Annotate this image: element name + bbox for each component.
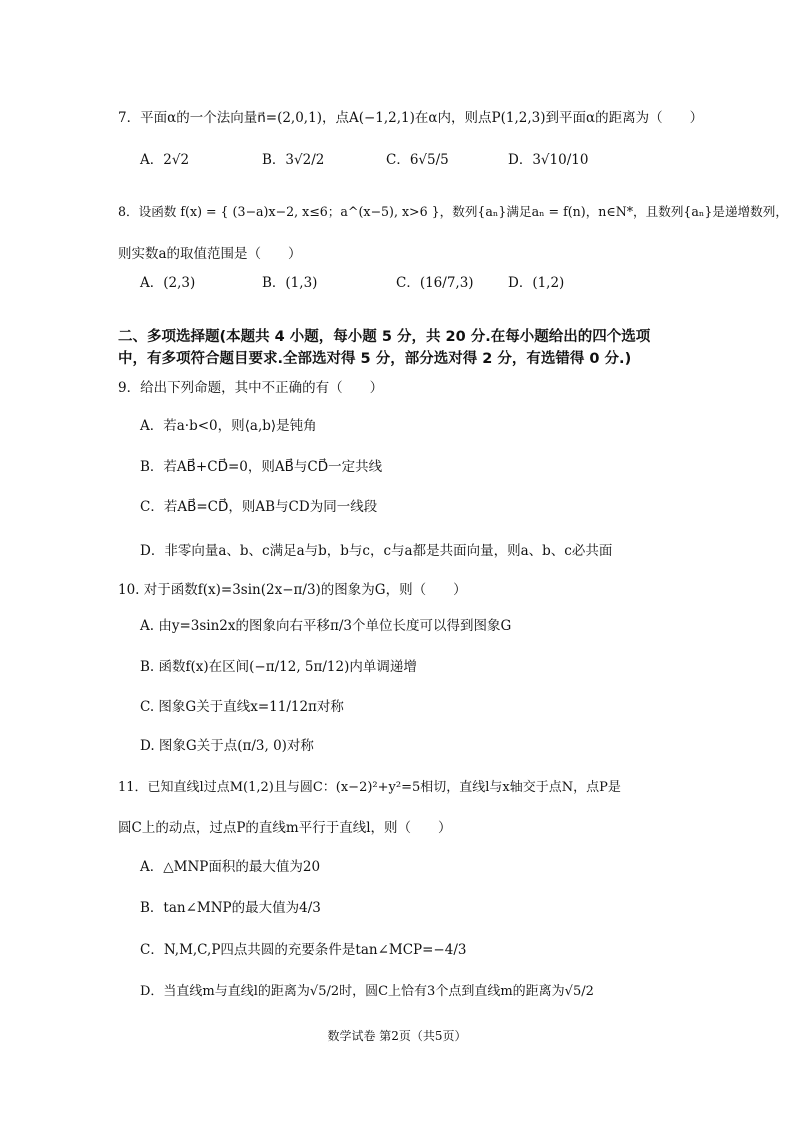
- q7-stem: 7．平面α的一个法向量n⃗=(2,0,1)，点A(−1,2,1)在α内，则点P(1,2,3)到平面α的距离为（ ）: [118, 110, 704, 126]
- q9-option-d: D．非零向量a、b、c满足a与b，b与c，c与a都是共面向量，则a、b、c必共面: [140, 543, 613, 559]
- q10-option-b: B. 函数f(x)在区间(−π/12, 5π/12)内单调递增: [140, 659, 417, 675]
- section2-heading-line2: 中，有多项符合题目要求.全部选对得 5 分，部分选对得 2 分，有选错得 0 分.): [118, 351, 632, 367]
- q7-option-b: B．3√2/2: [262, 152, 325, 168]
- q11-option-d: D．当直线m与直线l的距离为√5/2时，圆C上恰有3个点到直线m的距离为√5/2: [140, 984, 594, 999]
- q8-stem: 8．设函数 f(x) = { (3−a)x−2, x≤6；a^(x−5), x>6 }，数列{aₙ}满足aₙ = f(n)，n∈N*，且数列{aₙ}是递增数列，: [118, 204, 788, 219]
- page-footer: 数学试卷 第2页（共5页）: [327, 1029, 467, 1043]
- q7-option-a: A．2√2: [140, 152, 190, 168]
- q8-option-d: D．(1,2): [508, 275, 565, 291]
- q11-option-b: B．tan∠MNP的最大值为4/3: [140, 900, 321, 916]
- q11-option-a: A．△MNP面积的最大值为20: [140, 859, 321, 875]
- q9-option-c: C．若AB⃗=CD⃗，则AB与CD为同一线段: [140, 499, 378, 515]
- q11-stem: 11．已知直线l过点M(1,2)且与圆C：(x−2)²+y²=5相切，直线l与x轴交于点N，点P是: [118, 780, 621, 795]
- q8-option-a: A．(2,3): [140, 275, 196, 291]
- q10-option-c: C. 图象G关于直线x=11/12π对称: [140, 699, 344, 715]
- q10-option-d: D. 图象G关于点(π/3, 0)对称: [140, 738, 314, 754]
- q9-option-b: B．若AB⃗+CD⃗=0，则AB⃗与CD⃗一定共线: [140, 459, 383, 475]
- q10-option-a: A. 由y=3sin2x的图象向右平移π/3个单位长度可以得到图象G: [140, 618, 512, 634]
- q9-option-a: A．若a·b<0，则⟨a,b⟩是钝角: [140, 418, 317, 434]
- q8-option-c: C．(16/7,3): [396, 275, 474, 291]
- section2-heading-line1: 二、多项选择题(本题共 4 小题，每小题 5 分，共 20 分.在每小题给出的四个选项: [118, 329, 651, 345]
- q7-option-d: D．3√10/10: [508, 152, 589, 168]
- q11-option-c: C．N,M,C,P四点共圆的充要条件是tan∠MCP=−4/3: [140, 942, 467, 958]
- q10-stem: 10. 对于函数f(x)=3sin(2x−π/3)的图象为G，则（ ）: [118, 582, 467, 598]
- q11-stem-continued: 圆C上的动点，过点P的直线m平行于直线l，则（ ）: [118, 820, 452, 836]
- q9-stem: 9．给出下列命题，其中不正确的有（ ）: [118, 380, 384, 396]
- q8-option-b: B．(1,3): [262, 275, 318, 291]
- q7-option-c: C．6√5/5: [386, 152, 449, 168]
- q8-stem-continued: 则实数a的取值范围是（ ）: [118, 246, 302, 262]
